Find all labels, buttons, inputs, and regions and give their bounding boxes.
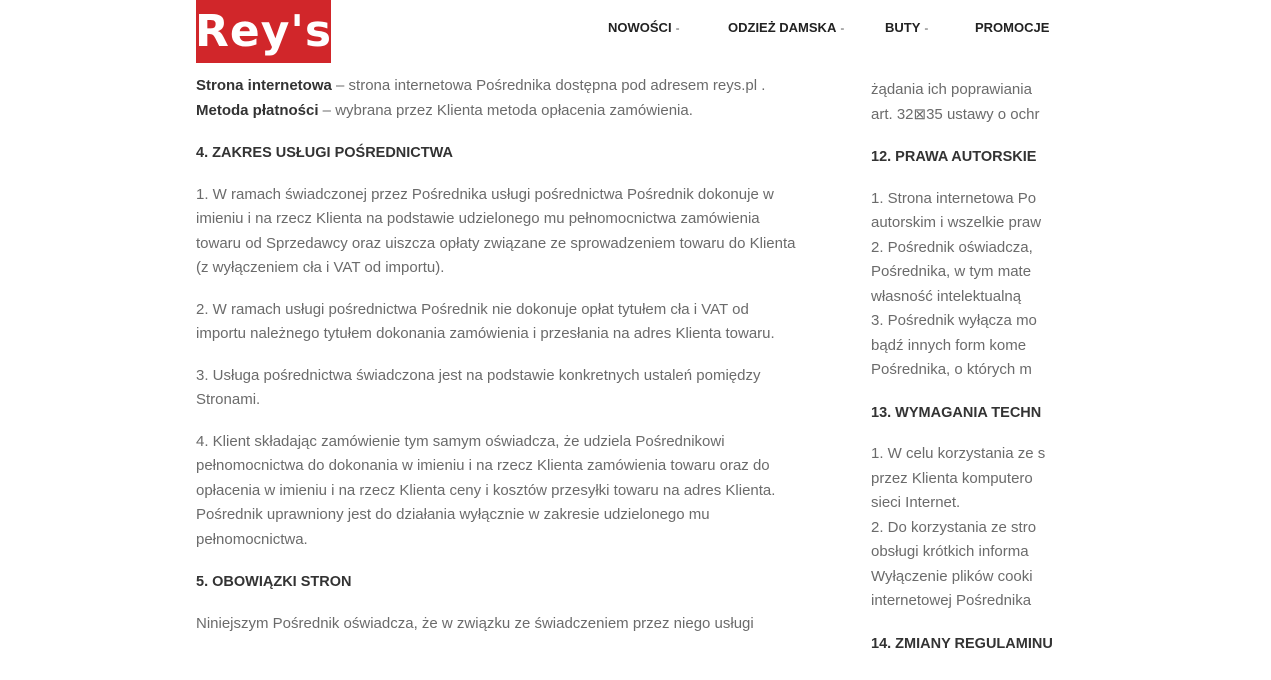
text-line: żądania ich poprawiania bbox=[871, 81, 1032, 98]
text-line: 1. W celu korzystania ze s bbox=[871, 445, 1046, 462]
site-logo[interactable]: Rey's bbox=[196, 0, 331, 63]
nav-item-label: PROMOCJE bbox=[975, 20, 1050, 35]
nav-item-nowosci[interactable] bbox=[608, 20, 680, 35]
section-heading: 4. ZAKRES USŁUGI POŚREDNICTWA bbox=[196, 145, 453, 161]
section-heading: 14. ZMIANY REGULAMINU bbox=[871, 635, 1053, 652]
text-line: 1. Strona internetowa Po bbox=[871, 189, 1037, 207]
text-line: autorskim i wszelkie praw bbox=[871, 214, 1042, 231]
chevron-down-icon: - bbox=[924, 20, 929, 35]
text-line: przez Klienta komputero bbox=[871, 469, 1033, 487]
nav-item-label: NOWOŚCI bbox=[608, 20, 672, 35]
text-line: 2. Pośrednik oświadcza, bbox=[871, 238, 1033, 256]
terms-content-right bbox=[871, 56, 1271, 656]
nav-item-buty[interactable] bbox=[885, 20, 928, 35]
section-heading: 13. WYMAGANIA TECHN bbox=[871, 404, 1042, 421]
text-line: 3. Pośrednik wyłącza mo bbox=[871, 312, 1037, 329]
text-line: 2. Do korzystania ze stro bbox=[871, 518, 1037, 536]
text-line: Pośrednika, w tym mate bbox=[871, 263, 1032, 280]
chevron-down-icon: - bbox=[840, 20, 845, 35]
site-header bbox=[0, 0, 1050, 56]
paragraph: Niniejszym Pośrednik oświadcza, że w związku ze świadczeniem przez niego usługi bbox=[196, 614, 754, 632]
definition-term: Metoda płatności bbox=[196, 101, 319, 119]
section-heading: 5. OBOWIĄZKI STRON bbox=[196, 574, 352, 590]
terms-content-left bbox=[196, 56, 796, 636]
nav-item-odziez-damska[interactable] bbox=[728, 20, 844, 35]
definition-text: – wybrana przez Klienta metoda opłacenia zamówienia. bbox=[318, 101, 693, 119]
text-line: bądź innych form kome bbox=[871, 336, 1027, 354]
definition-term: Strona internetowa bbox=[196, 77, 332, 94]
text-line: Pośrednika, o których m bbox=[871, 361, 1032, 378]
text-line: sieci Internet. bbox=[871, 494, 961, 511]
nav-item-label: ODZIEŻ DAMSKA bbox=[728, 20, 837, 35]
paragraph: 1. W ramach świadczonej przez Pośrednika usługi pośrednictwa Pośrednik dokonuje w imieniu i na rzecz Klienta na podstawie udzielonego mu pełnomocnictwa zamówienia towaru od Sprzedawcy oraz uiszcza opłaty związane ze sprowadzeniem towaru do Klienta (z wyłączeniem cła i VAT od importu). bbox=[196, 185, 796, 276]
definition-text: – strona internetowa Pośrednika dostępna pod adresem reys.pl . bbox=[331, 77, 766, 94]
paragraph: 4. Klient składając zamówienie tym samym oświadcza, że udziela Pośrednikowi pełnomocnictwa do dokonania w imieniu i na rzecz Klienta zamówienia towaru oraz do opłacenia w imieniu i na rzecz Klienta ceny i kosztów przesyłki towaru na adres Klienta. Pośrednik uprawniony jest do działania wyłącznie w zakresie udzielonego mu pełnomocnictwa. bbox=[196, 432, 776, 548]
text-line: Wyłączenie plików cooki bbox=[871, 567, 1033, 585]
text-line: obsługi krótkich informa bbox=[871, 543, 1029, 560]
definition-website bbox=[196, 74, 796, 99]
chevron-down-icon: - bbox=[675, 20, 680, 35]
paragraph: 3. Usługa pośrednictwa świadczona jest na podstawie konkretnych ustaleń pomiędzy Stronami. bbox=[196, 366, 761, 408]
nav-item-promocje[interactable] bbox=[975, 20, 1049, 35]
nav-item-label: BUTY bbox=[885, 20, 921, 35]
paragraph: 2. W ramach usługi pośrednictwa Pośrednik nie dokonuje opłat tytułem cła i VAT od importu należnego tytułem dokonania zamówienia i przesłania na adres Klienta towaru. bbox=[196, 300, 775, 342]
section-heading: 12. PRAWA AUTORSKIE bbox=[871, 149, 1037, 165]
definition-payment bbox=[196, 99, 796, 124]
text-line: internetowej Pośrednika bbox=[871, 592, 1032, 609]
text-line: art. 32⊠35 ustawy o ochr bbox=[871, 105, 1040, 123]
text-line: własność intelektualną bbox=[871, 287, 1022, 305]
